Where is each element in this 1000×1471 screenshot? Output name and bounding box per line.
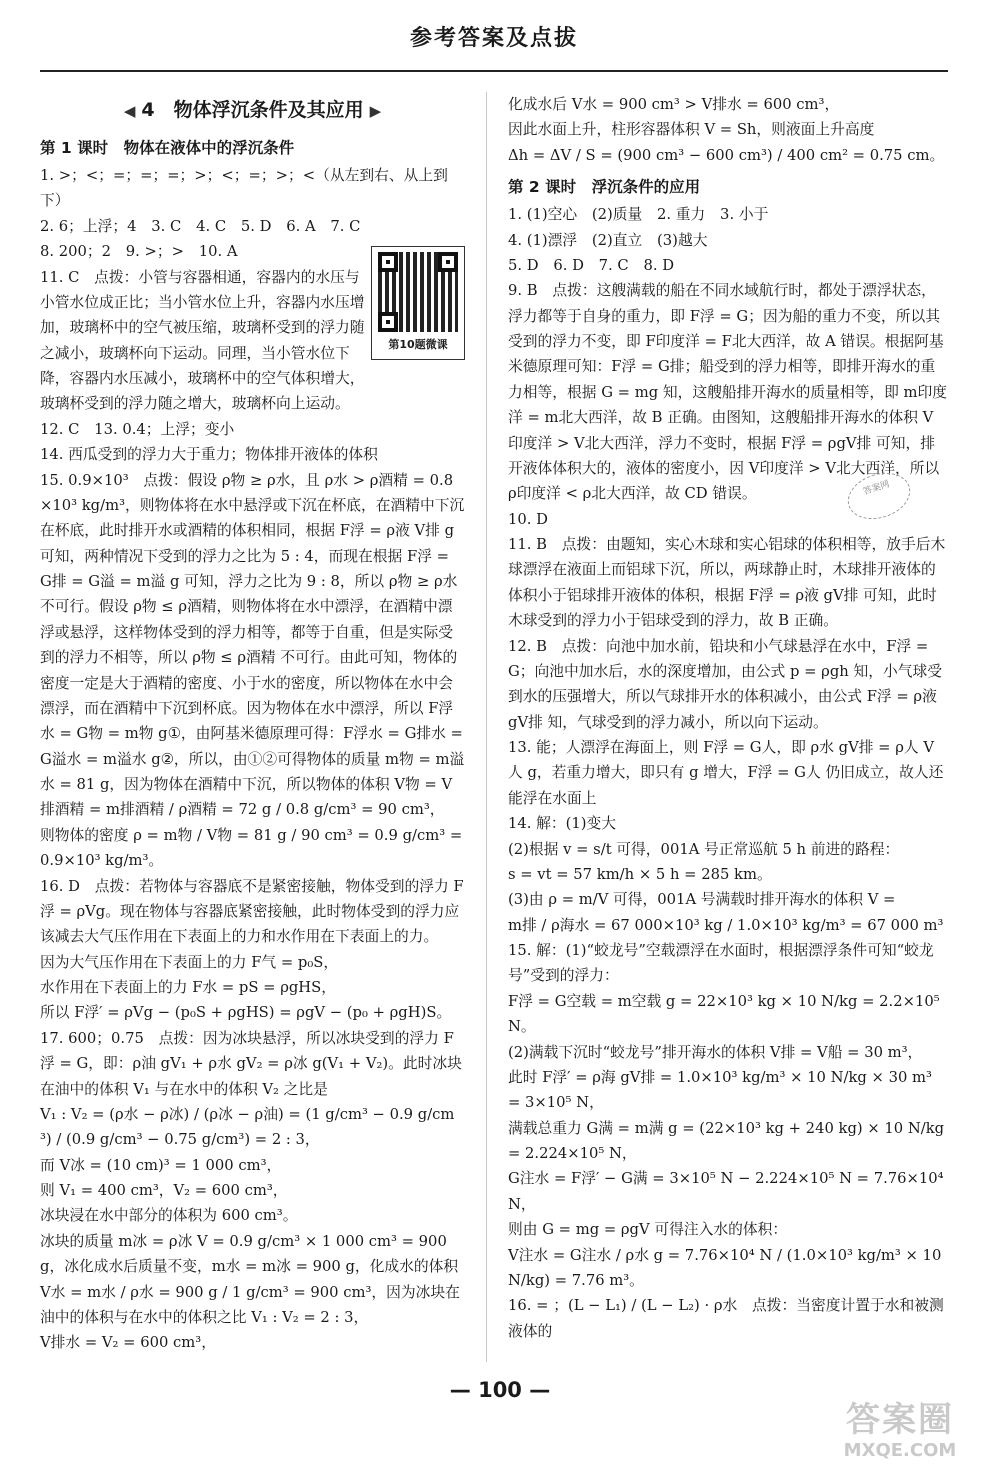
answer-line: 则物体的密度 ρ = m物 / V物 = 81 g / 90 cm³ = 0.9 g/cm³ = 0.9×10³ kg/m³。 [40,826,463,870]
answer-line: 14. 解：(1)变大 [508,815,617,833]
section-title [40,90,465,131]
answer-list [508,202,948,1344]
answer-list-continued [508,92,948,168]
answer-line: 冰块浸在水中部分的体积为 600 cm³。 [40,1207,298,1225]
answer-line: 因此水面上升，柱形容器体积 V = Sh，则液面上升高度 [508,121,875,139]
answer-line: F浮 = G空载 = m空载 g = 22×10³ kg × 10 N/kg = 2.2×10⁵ N。 [508,992,940,1036]
watermark-url: MXQE.COM [843,1440,957,1461]
answer-line: 15. 0.9×10³ 点拨：假设 ρ物 ≥ ρ水，且 ρ水 > ρ酒精 = 0.8×10³ kg/m³，则物体将在水中悬浮或下沉在杯底，在酒精中下沉在杯底，此时排开水或酒精的体积相同，根据 F浮 = ρ液 V排 g 可知，两种情况下受到的浮力之比为 5 : 4，而现在根据 F浮 = G排 = G溢 = m溢 g 可知，浮力之比为 9 : 8，所以 ρ物 ≥ ρ水 不可行。假设 ρ物 ≤ ρ酒精，则物体将在水中漂浮，在酒精中漂浮或悬浮，这样物体受到的浮力相等，都等于自重，但是实际受到的浮力不相等，所以 ρ物 ≤ ρ酒精 不可行。由此可知，物体的密度一定是大于酒精的密度、小于水的密度，所以物体在水中会漂浮，而在酒精中下沉到杯底。因为物体在水中漂浮，所以 F浮水 = G物 = m物 g①，由阿基米德原理可得：F浮水 = G排水 = G溢水 = m溢水 g②，所以，由①②可得物体的质量 m物 = m溢水 = 81 g，因为物体在酒精中下沉，所以物体的体积 V物 = V排酒精 = m排酒精 / ρ酒精 = 72 g / 0.8 g/cm³ = 90 cm³， [40,471,465,819]
answer-line: m排 / ρ海水 = 67 000×10³ kg / 1.0×10³ kg/m³ = 67 000 m³ [508,916,944,934]
answer-line: 此时 F浮′ = ρ海 gV排 = 1.0×10³ kg/m³ × 10 N/kg × 30 m³ = 3×10⁵ N， [508,1068,932,1112]
answer-line: 11. C 点拨：小管与容器相通，容器内的水压与小管水位成正比；当小管水位上升，容器内水压增加，玻璃杯中的空气被压缩，玻璃杯受到的浮力随之减小，玻璃杯向下运动。同理，当小管水位下降，容器内水压减小，玻璃杯中的空气体积增大，玻璃杯受到的浮力随之增大，玻璃杯向上运动。 [40,268,365,413]
qr-code[interactable] [371,246,465,360]
answer-line: 则 V₁ = 400 cm³，V₂ = 600 cm³， [40,1182,288,1199]
qr-caption: 第10题微课 [388,337,448,351]
section-title-text: 4 物体浮沉条件及其应用 [141,99,364,121]
answer-line: 化成水后 V水 = 900 cm³ > V排水 = 600 cm³， [508,96,840,113]
answer-line: 12. C 13. 0.4；上浮；变小 [40,420,235,438]
answer-line: 9. B 点拨：这艘满载的船在不同水域航行时，都处于漂浮状态，浮力都等于自身的重力，即 F浮 = G；因为船的重力不变，所以其受到的浮力不变，即 F印度洋 = F北大西洋，故 A 错误。根据阿基米德原理可知：F浮 = G排；船受到的浮力相等，即排开海水的重力相等，根据 G = mg 知，这艘船排开海水的质量相等，即 m印度洋 = m北大西洋，故 B 正确。由图知，这艘船排开海水的体积 V印度洋 > V北大西洋，浮力不变时，根据 F浮 = ρgV排 可知，排开液体体积大的，液体的密度小，因 V印度洋 > V北大西洋，所以 ρ印度洋 < ρ北大西洋，故 CD 错误。 [508,282,947,503]
page-header [40,10,948,72]
answer-line: 13. 能；人漂浮在海面上，则 F浮 = G人，即 ρ水 gV排 = ρ人 V人 g，若重力增大，即只有 g 增大，F浮 = G人 仍旧成立，故人还能浮在水面上 [508,739,944,807]
left-column [40,90,465,1356]
page-number: — 100 — [449,1378,551,1402]
answer-line: 因为大气压作用在下表面上的力 F气 = p₀S， [40,953,339,971]
answer-line: s = vt = 57 km/h × 5 h = 285 km。 [508,865,772,883]
qr-code-icon [378,252,458,332]
watermark-logo: 答案圈 [846,1400,954,1440]
triangle-left-icon: ◀ [123,102,136,120]
answer-line: 1. (1)空心 (2)质量 2. 重力 3. 小于 [508,206,769,224]
page-header-title: 参考答案及点拔 [409,26,578,51]
column-divider [486,92,487,1362]
answer-line: 17. 600；0.75 点拨：因为冰块悬浮，所以冰块受到的浮力 F浮 = G，即：ρ油 gV₁ + ρ水 gV₂ = ρ冰 g(V₁ + V₂)。此时冰块在油中的体积 V₁ 与在水中的体积 V₂ 之比是 [40,1029,462,1098]
answer-line: (2)满载下沉时“蛟龙号”排开海水的体积 V排 = V船 = 30 m³， [508,1043,923,1061]
answer-line: 10. D [508,510,548,528]
answer-line: 15. 解：(1)“蛟龙号”空载漂浮在水面时，根据漂浮条件可知“蛟龙号”受到的浮力： [508,942,934,985]
lesson-title: 第 1 课时 物体在液体中的浮沉条件 [40,139,295,157]
answer-line: 8. 200；2 9. >；> 10. A [40,243,238,261]
answer-line: Δh = ΔV / S = (900 cm³ − 600 cm³) / 400 cm² = 0.75 cm。 [508,146,945,164]
answer-line: 11. B 点拨：由题知，实心木球和实心铝球的体积相等，放手后木球漂浮在液面上而铝球下沉，所以，两球静止时，木球排开液体的体积小于铝球排开液体的体积，根据 F浮 = ρ液 gV排 可知，此时木球受到的浮力小于铝球受到的浮力，故 B 正确。 [508,536,946,630]
answer-line: 16. = ；(L − L₁) / (L − L₂) · ρ水 点拨：当密度计置于水和被测液体的 [508,1297,944,1340]
lesson-title-2: 第 2 课时 浮沉条件的应用 [508,178,701,197]
triangle-right-icon: ▶ [369,102,382,120]
answer-line: 所以 F浮′ = ρVg − (p₀S + ρgHS) = ρgV − (p₀ + ρgH)S。 [40,1004,452,1022]
answer-line: V₁ : V₂ = (ρ水 − ρ冰) / (ρ冰 − ρ油) = (1 g/cm³ − 0.9 g/cm³) / (0.9 g/cm³ − 0.75 g/cm³) = 2 : 3， [40,1105,455,1149]
answer-line: 1. >；<；=；=；=；>；<；=；>；<（从左到右、从上到下） [40,167,448,210]
header-rule [40,70,948,72]
answer-line: (3)由 ρ = m/V 可得，001A 号满载时排开海水的体积 V = [508,891,896,909]
answer-line: G注水 = F浮′ − G满 = 3×10⁵ N − 2.224×10⁵ N = 7.76×10⁴ N， [508,1170,944,1213]
answer-line: 而 V冰 = (10 cm)³ = 1 000 cm³， [40,1156,282,1174]
watermark [808,1400,992,1466]
answer-line: 14. 西瓜受到的浮力大于重力；物体排开液体的体积 [40,446,378,464]
answer-line: 5. D 6. D 7. C 8. D [508,256,675,274]
answer-line: 水作用在下表面上的力 F水 = pS = ρgHS， [40,979,337,996]
answer-line: 冰块的质量 m冰 = ρ冰 V = 0.9 g/cm³ × 1 000 cm³ = 900 g，冰化成水后质量不变，m水 = m冰 = 900 g，化成水的体积 V水 = m水 / ρ水 = 900 g / 1 g/cm³ = 900 cm³，因为冰块在油中的体积与在水中的体积之比 V₁ : V₂ = 2 : 3， [40,1232,460,1326]
answer-line: 16. D 点拨：若物体与容器底不是紧密接触，物体受到的浮力 F浮 = ρVg。现在物体与容器底紧密接触，此时物体受到的浮力应该减去大气压作用在下表面上的力和水作用在下表面上的力。 [40,877,464,946]
answer-line: 4. (1)漂浮 (2)直立 (3)越大 [508,231,708,249]
answer-line: V排水 = V₂ = 600 cm³， [40,1334,216,1352]
stamp-text: 答案网 [862,479,891,498]
answer-line: 满载总重力 G满 = m满 g = (22×10³ kg + 240 kg) × 10 N/kg = 2.224×10⁵ N， [508,1119,945,1162]
answer-line: V注水 = G注水 / ρ水 g = 7.76×10⁴ N / (1.0×10³ kg/m³ × 10 N/kg) = 7.76 m³。 [508,1246,942,1289]
answer-line: 则由 G = mg = ρgV 可得注入水的体积： [508,1221,788,1239]
answer-line: 12. B 点拨：向池中加水前，铅块和小气球悬浮在水中，F浮 = G；向池中加水后，水的深度增加，由公式 p = ρgh 知，小气球受到水的压强增大，所以气球排开水的体积减小，由公式 F浮 = ρ液 gV排 知，气球受到的浮力减小，所以向下运动。 [508,637,942,731]
answer-line: (2)根据 v = s/t 可得，001A 号正常巡航 5 h 前进的路程： [508,840,900,858]
answer-line: 2. 6；上浮；4 3. C 4. C 5. D 6. A 7. C [40,217,361,235]
right-column [508,92,948,1344]
